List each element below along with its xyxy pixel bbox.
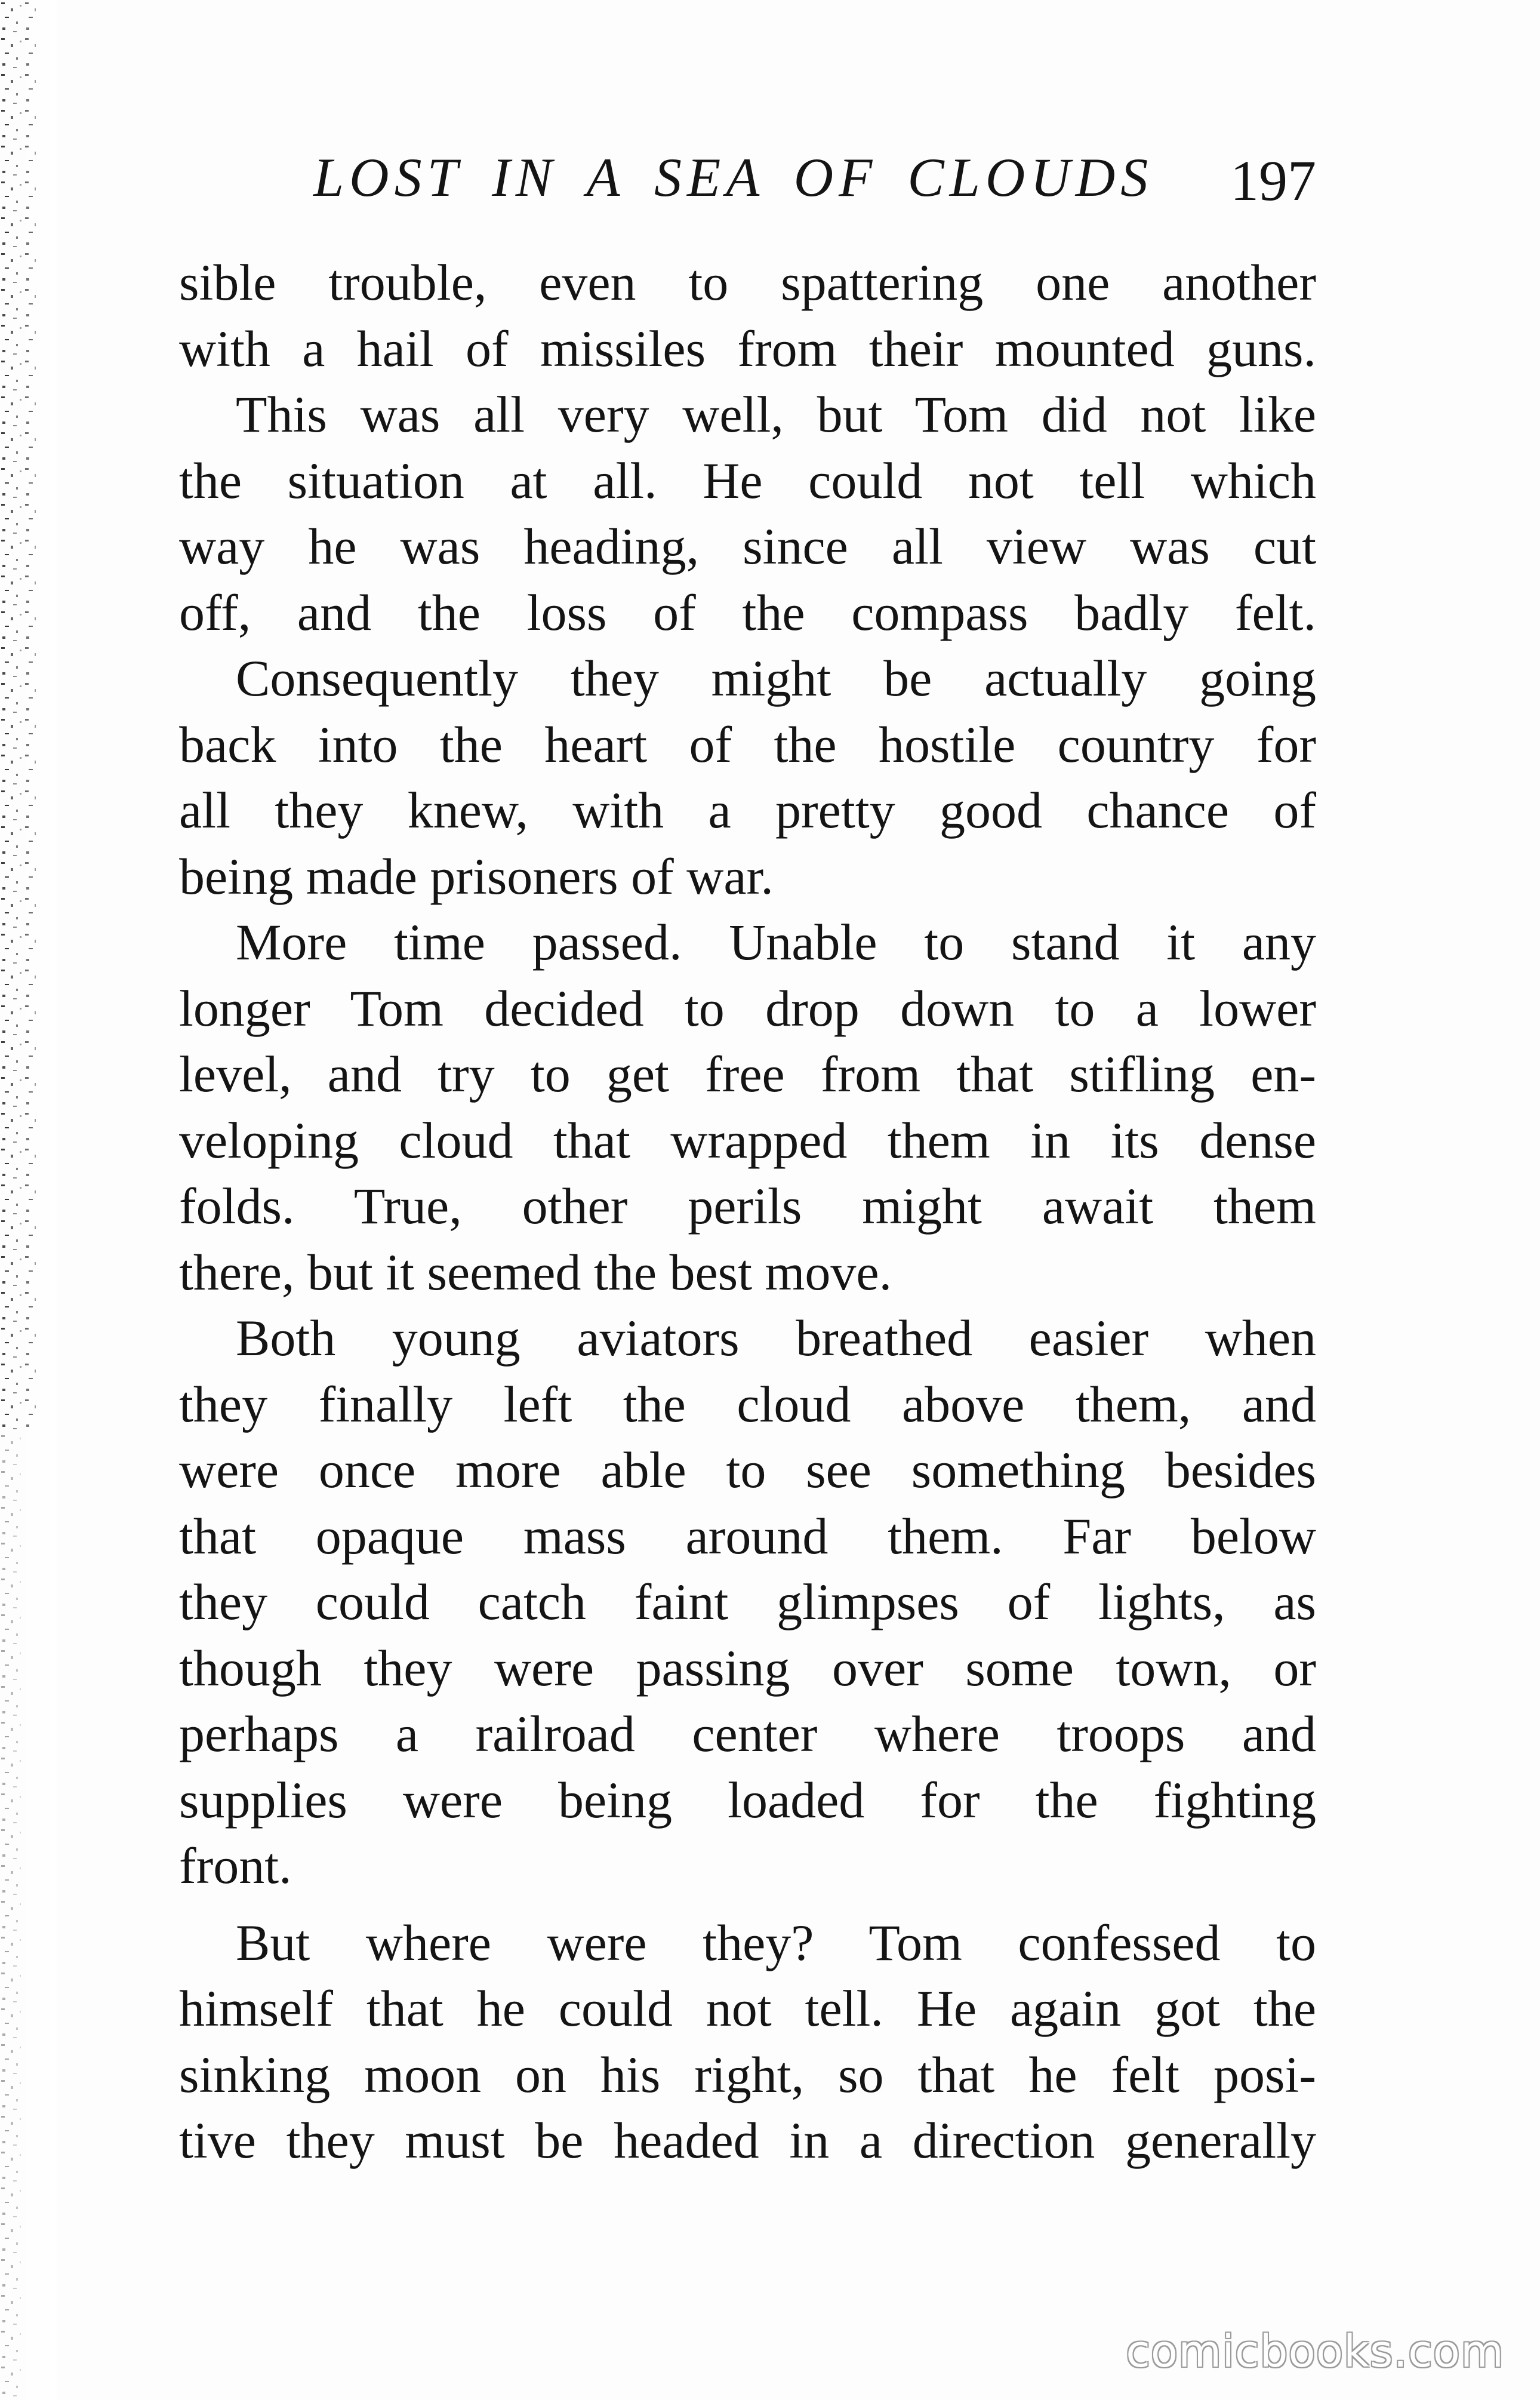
text-line: off, and the loss of the compass badly felt. <box>179 583 1316 641</box>
page-header <box>313 139 1316 216</box>
text-line: were once more able to see something besides <box>179 1441 1316 1499</box>
text-line: that opaque mass around them. Far below <box>179 1507 1316 1565</box>
text-line: with a hail of missiles from their mounted guns. <box>179 319 1316 377</box>
page-number: 197 <box>1230 149 1316 213</box>
text-line: himself that he could not tell. He again got the <box>179 1980 1316 2037</box>
text-line: level, and try to get free from that stifling en- <box>179 1045 1316 1103</box>
paragraph-5 <box>179 1305 1316 1899</box>
text-line: back into the heart of the hostile country for <box>179 715 1316 773</box>
text-line: sible trouble, even to spattering one another <box>179 254 1316 311</box>
text-line: there, but it seemed the best move. <box>179 1243 892 1301</box>
text-line: front. <box>179 1837 292 1894</box>
text-line: veloping cloud that wrapped them in its dense <box>179 1111 1316 1169</box>
body-text <box>179 250 1316 2174</box>
paragraph-1 <box>179 250 1316 381</box>
text-line: though they were passing over some town, or <box>179 1639 1316 1697</box>
text-line: This was all very well, but Tom did not like <box>236 386 1316 443</box>
text-line: supplies were being loaded for the fighting <box>179 1771 1316 1829</box>
text-line: folds. True, other perils might await them <box>179 1177 1316 1235</box>
text-line: all they knew, with a pretty good chance of <box>179 781 1316 839</box>
paragraph-4 <box>179 909 1316 1305</box>
text-line: longer Tom decided to drop down to a lower <box>179 979 1316 1037</box>
running-head: LOST IN A SEA OF CLOUDS <box>313 147 1154 208</box>
text-line: they could catch faint glimpses of lights, as <box>179 1573 1316 1630</box>
paragraph-6 <box>179 1910 1316 2174</box>
text-line: perhaps a railroad center where troops and <box>179 1705 1316 1762</box>
text-line: way he was heading, since all view was cut <box>179 518 1316 575</box>
paragraph-2 <box>179 381 1316 645</box>
text-line: they finally left the cloud above them, and <box>179 1375 1316 1433</box>
text-line: More time passed. Unable to stand it any <box>236 913 1316 971</box>
text-line: tive they must be headed in a direction generally <box>179 2112 1316 2169</box>
text-line: Both young aviators breathed easier when <box>236 1309 1316 1367</box>
text-line: Consequently they might be actually going <box>236 650 1316 707</box>
text-line: sinking moon on his right, so that he felt posi- <box>179 2045 1316 2103</box>
paragraph-3 <box>179 645 1316 909</box>
binding-edge-texture <box>0 0 57 2400</box>
watermark-logo: comicbooks.com <box>1126 2326 1504 2377</box>
text-line: the situation at all. He could not tell which <box>179 451 1316 509</box>
text-line: But where were they? Tom confessed to <box>236 1913 1316 1971</box>
text-line: being made prisoners of war. <box>179 847 774 905</box>
